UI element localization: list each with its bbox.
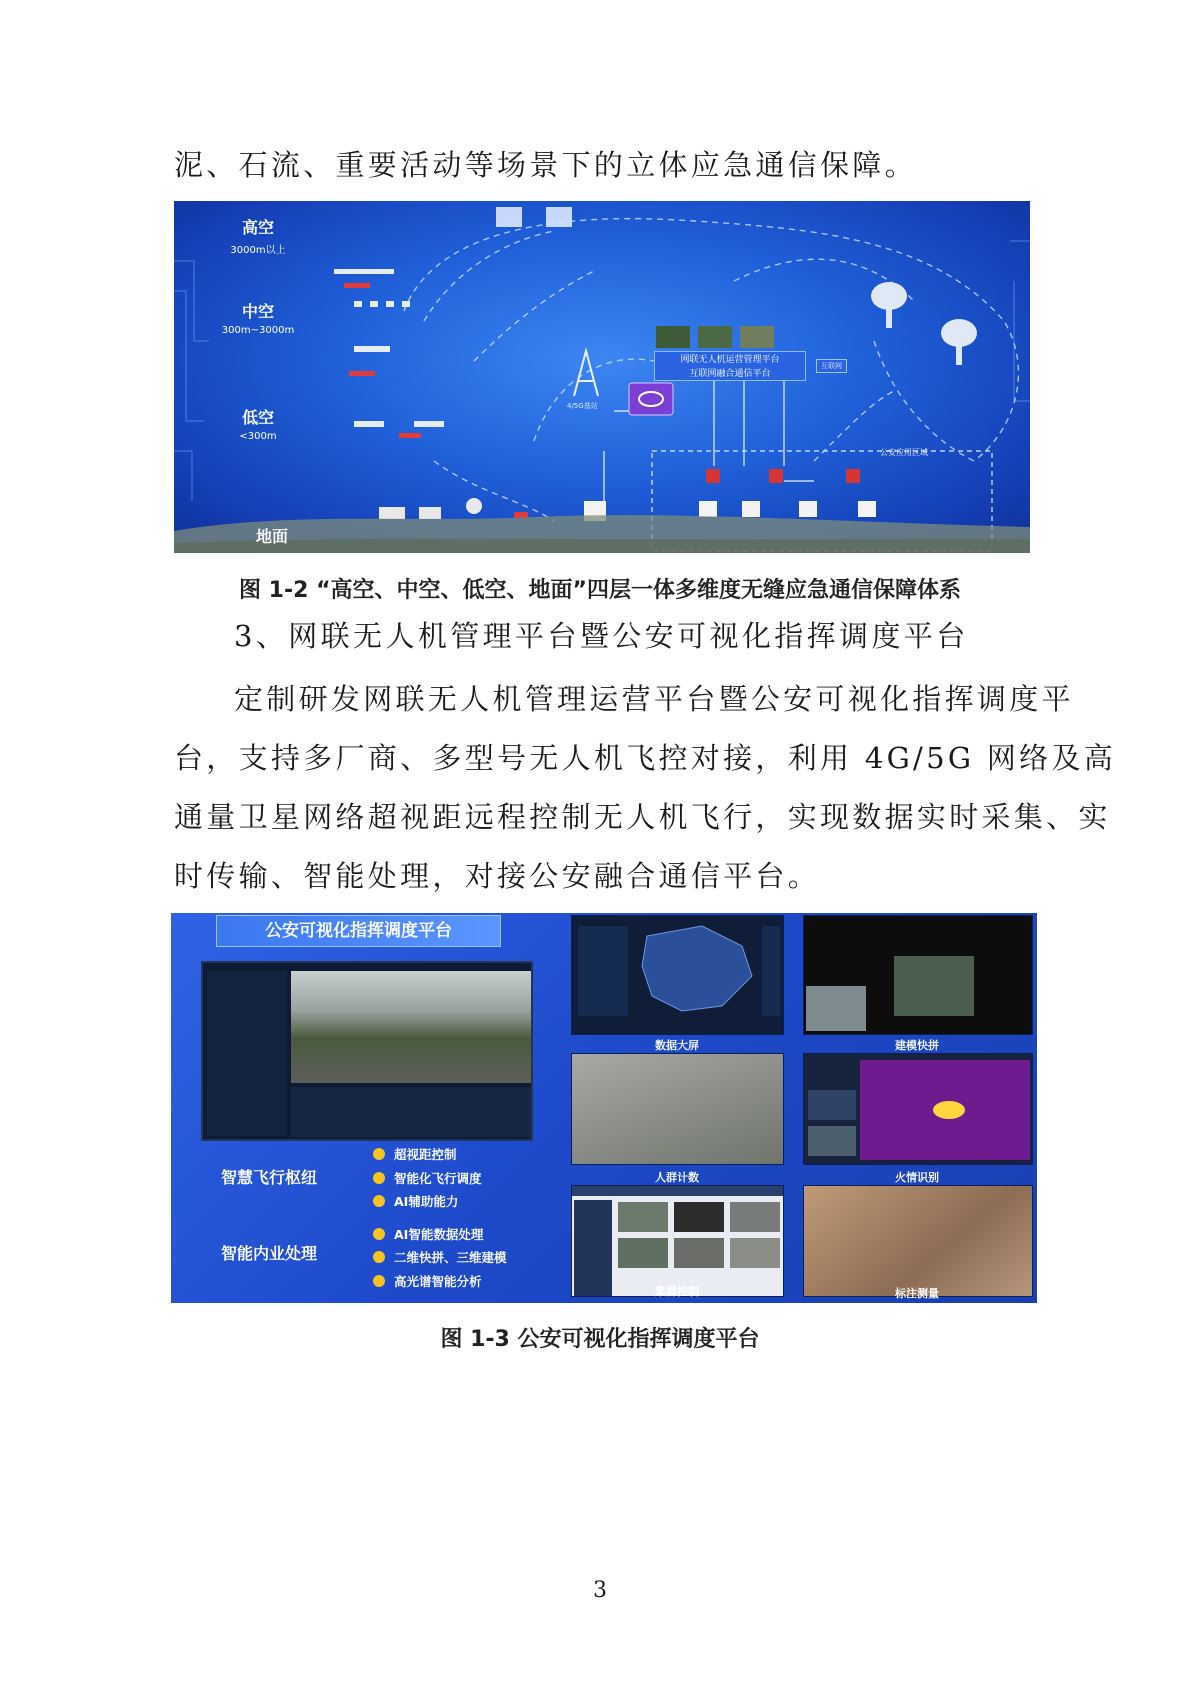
modeling-graphic <box>804 916 1033 1035</box>
section-heading: 3、网联无人机管理平台暨公安可视化指挥调度平台 <box>234 619 969 653</box>
base-station-label: 4/5G基站 <box>567 402 598 410</box>
bullet-dot-icon <box>373 1195 385 1207</box>
body-paragraph-top: 泥、石流、重要活动等场景下的立体应急通信保障。 <box>174 148 917 182</box>
level-low-altitude: 低空 <300m <box>239 408 277 442</box>
body-line-1: 定制研发网联无人机管理运营平台暨公安可视化指挥调度平 <box>234 682 1074 716</box>
china-map-graphic <box>572 916 784 1035</box>
bullet-dot-icon <box>373 1172 385 1184</box>
system-diagram-graphics <box>174 201 1030 553</box>
figure-1-3-caption: 图 1-3 公安可视化指挥调度平台 <box>440 1327 760 1352</box>
feature-item: 超视距控制 <box>373 1145 457 1163</box>
flight-control-screenshot <box>201 961 533 1141</box>
bullet-dot-icon <box>373 1148 385 1160</box>
internet-label: 互联网 <box>816 359 847 373</box>
feature-item: 智能化飞行调度 <box>373 1169 482 1187</box>
panel-data-screen <box>571 915 784 1035</box>
platform-title: 公安可视化指挥调度平台 <box>216 915 501 947</box>
level-mid-altitude: 中空 300m~3000m <box>221 302 295 336</box>
body-line-3: 通量卫星网络超视距远程控制无人机飞行，实现数据实时采集、实 <box>174 800 1111 834</box>
panel-crowd-count <box>571 1053 784 1165</box>
panel-swarm-control <box>571 1185 784 1297</box>
thermal-graphic <box>804 1054 1033 1165</box>
panel-label-swarm-control: 集群控制 <box>655 1285 699 1298</box>
panel-modeling <box>803 915 1033 1035</box>
control-strip <box>291 1087 531 1137</box>
figure-communication-system <box>174 201 1030 553</box>
panel-annotation-measure <box>803 1185 1033 1297</box>
panel-label-crowd-count: 人群计数 <box>655 1171 699 1184</box>
level-high-altitude: 高空 3000m以上 <box>230 218 286 256</box>
feature-item: 二维快拼、三维建模 <box>373 1248 507 1266</box>
page-number: 3 <box>593 1578 607 1603</box>
body-line-2: 台，支持多厂商、多型号无人机飞控对接，利用 4G/5G 网络及高 <box>174 741 1117 775</box>
feature-item: AI辅助能力 <box>373 1192 458 1210</box>
section-body <box>174 670 1117 906</box>
group-smart-flight: 智慧飞行枢纽 <box>221 1168 318 1187</box>
drone-video-feed <box>291 971 531 1083</box>
feature-item: AI智能数据处理 <box>373 1225 483 1243</box>
panel-fire-detection <box>803 1053 1033 1165</box>
bullet-dot-icon <box>373 1228 385 1240</box>
feature-item: 高光谱智能分析 <box>373 1272 482 1290</box>
body-line-4: 时传输、智能处理，对接公安融合通信平台。 <box>174 859 821 893</box>
swarm-graphic <box>572 1186 784 1297</box>
bullet-dot-icon <box>373 1275 385 1287</box>
figure-1-2-caption: 图 1-2 “高空、中空、低空、地面”四层一体多维度无缝应急通信保障体系 <box>239 578 961 603</box>
panel-label-data-screen: 数据大屏 <box>655 1039 699 1052</box>
group-smart-processing: 智能内业处理 <box>221 1244 318 1263</box>
figure-command-platform <box>171 913 1037 1303</box>
panel-label-modeling: 建模快拼 <box>895 1039 939 1052</box>
panel-label-annotation: 标注测量 <box>895 1287 939 1300</box>
public-area-label: 公安应用区域 <box>880 448 928 457</box>
control-sidebar <box>207 971 287 1136</box>
platform-box: 网联无人机运营管理平台 互联网融合通信平台 <box>654 351 806 381</box>
bullet-dot-icon <box>373 1251 385 1263</box>
level-ground: 地面 <box>256 527 289 546</box>
panel-label-fire-detection: 火情识别 <box>895 1171 939 1184</box>
